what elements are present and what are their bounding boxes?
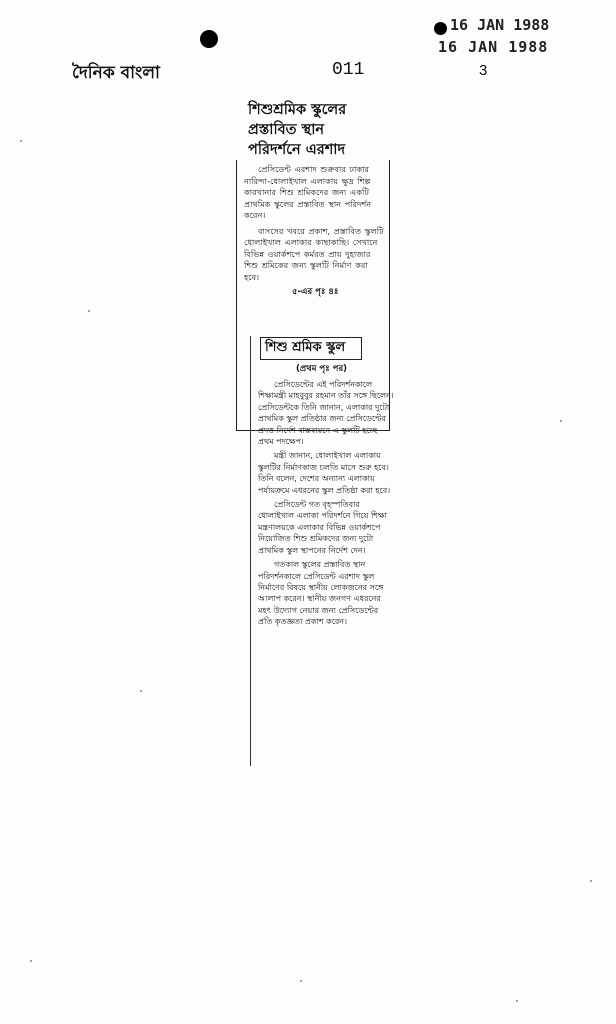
column-rule: [250, 336, 251, 766]
continuation-title: শিশু শ্রমিক স্কুল: [260, 337, 362, 360]
paper-speck: [560, 420, 562, 422]
news-clipping-front: [232, 100, 392, 299]
page-number: 011: [332, 60, 365, 80]
article-paragraph: মন্ত্রী জানান, ধোলাইখাল এলাকায় স্কুলটির নির্মাণকাজ চলতি মাসে শুরু হবে। তিনি বলেন, দেশের অন্যান্য এলাকায় পর্যায়ক্রমে এধরনের স্কুল প্রতিষ্ঠা করা হবে।: [258, 451, 391, 495]
punch-hole: [434, 22, 447, 35]
continued-from-note: (প্রথম পৃঃ পর): [296, 364, 348, 374]
paper-speck: [140, 690, 142, 692]
headline-line: প্রস্তাবিত স্থান: [248, 122, 325, 138]
newspaper-masthead: দৈনিক বাংলা: [72, 63, 160, 83]
article-paragraph: প্রেসিডেন্ট গত বৃহস্পতিবার ধোলাইখাল এলাকা পরিদর্শনে গিয়ে শিক্ষা মন্ত্রণালয়কে এলাকার বিভিন্ন ওয়ার্কশপে নিয়োজিত শিশু শ্রমিকদের জন্য দুটো প্রাথমিক স্কুল স্থাপনের নির্দেশ দেন।: [258, 500, 387, 555]
paper-speck: [30, 960, 32, 962]
folio-number: 3: [479, 62, 488, 79]
article-paragraph: প্রেসিডেন্ট এরশাদ শুক্রবার ঢাকার নারিন্দা-ধোলাইখাল এলাকায় ক্ষুদ্র শিল্প কারখানার শিশু শ্রমিকদের জন্য একটি প্রাথমিক স্কুলের প্রস্তাবিত স্থান পরিদর্শন করেন।: [244, 164, 372, 220]
paper-speck: [516, 1000, 518, 1002]
paper-speck: [300, 980, 302, 982]
date-stamp: 16 JAN 1988: [438, 38, 549, 56]
headline: [248, 100, 392, 160]
news-clipping-continuation: [246, 336, 396, 628]
headline-line: পরিদর্শনে এরশাদ: [248, 142, 346, 158]
article-paragraph: বাসসের খবরে প্রকাশ, প্রস্তাবিত স্কুলটি ধোলাইখাল এলাকার কাছাকাছি। সেখানে বিভিন্ন ওয়ার্কশপে কর্মরত প্রায় দুহাজার শিশু শ্রমিকের জন্য স্কুলটি নির্মাণ করা হবে।: [244, 225, 384, 282]
article-paragraph: গতকাল স্কুলের প্রস্তাবিত স্থান পরিদর্শনকালে প্রেসিডেন্ট এরশাদ স্কুল নির্মাণের বিষয়ে স্থানীয় লোকজনের সঙ্গে আলাপ করেন। স্থানীয় জনগণ এধরনের মহৎ উদ্যোগ নেয়ার জন্য প্রেসিডেন্টের প্রতি কৃতজ্ঞতা প্রকাশ করেন।: [258, 560, 384, 627]
paper-speck: [20, 140, 22, 142]
continued-note: ৫-এর পৃঃ ৪ঃ: [292, 287, 339, 297]
paper-speck: [88, 310, 90, 312]
punch-hole: [200, 30, 218, 48]
headline-line: শিশুশ্রমিক স্কুলের: [248, 102, 347, 118]
date-stamp: 16 JAN 1988: [450, 16, 550, 34]
article-paragraph: প্রেসিডেন্টের এই পরিদর্শনকালে শিক্ষামন্ত্রী মাহবুবুর রহমান তাঁর সঙ্গে ছিলেন। প্রেসিডেন্টকে তিনি জানান, এলাকার দুটো প্রাথমিক স্কুল প্রতিষ্ঠার জন্য প্রেসিডেন্টের প্রদত্ত নির্দেশ বাস্তবায়নে এ স্কুলটি হচ্ছে প্রথম পদক্ষেপ।: [258, 380, 394, 447]
paper-speck: [590, 880, 592, 882]
